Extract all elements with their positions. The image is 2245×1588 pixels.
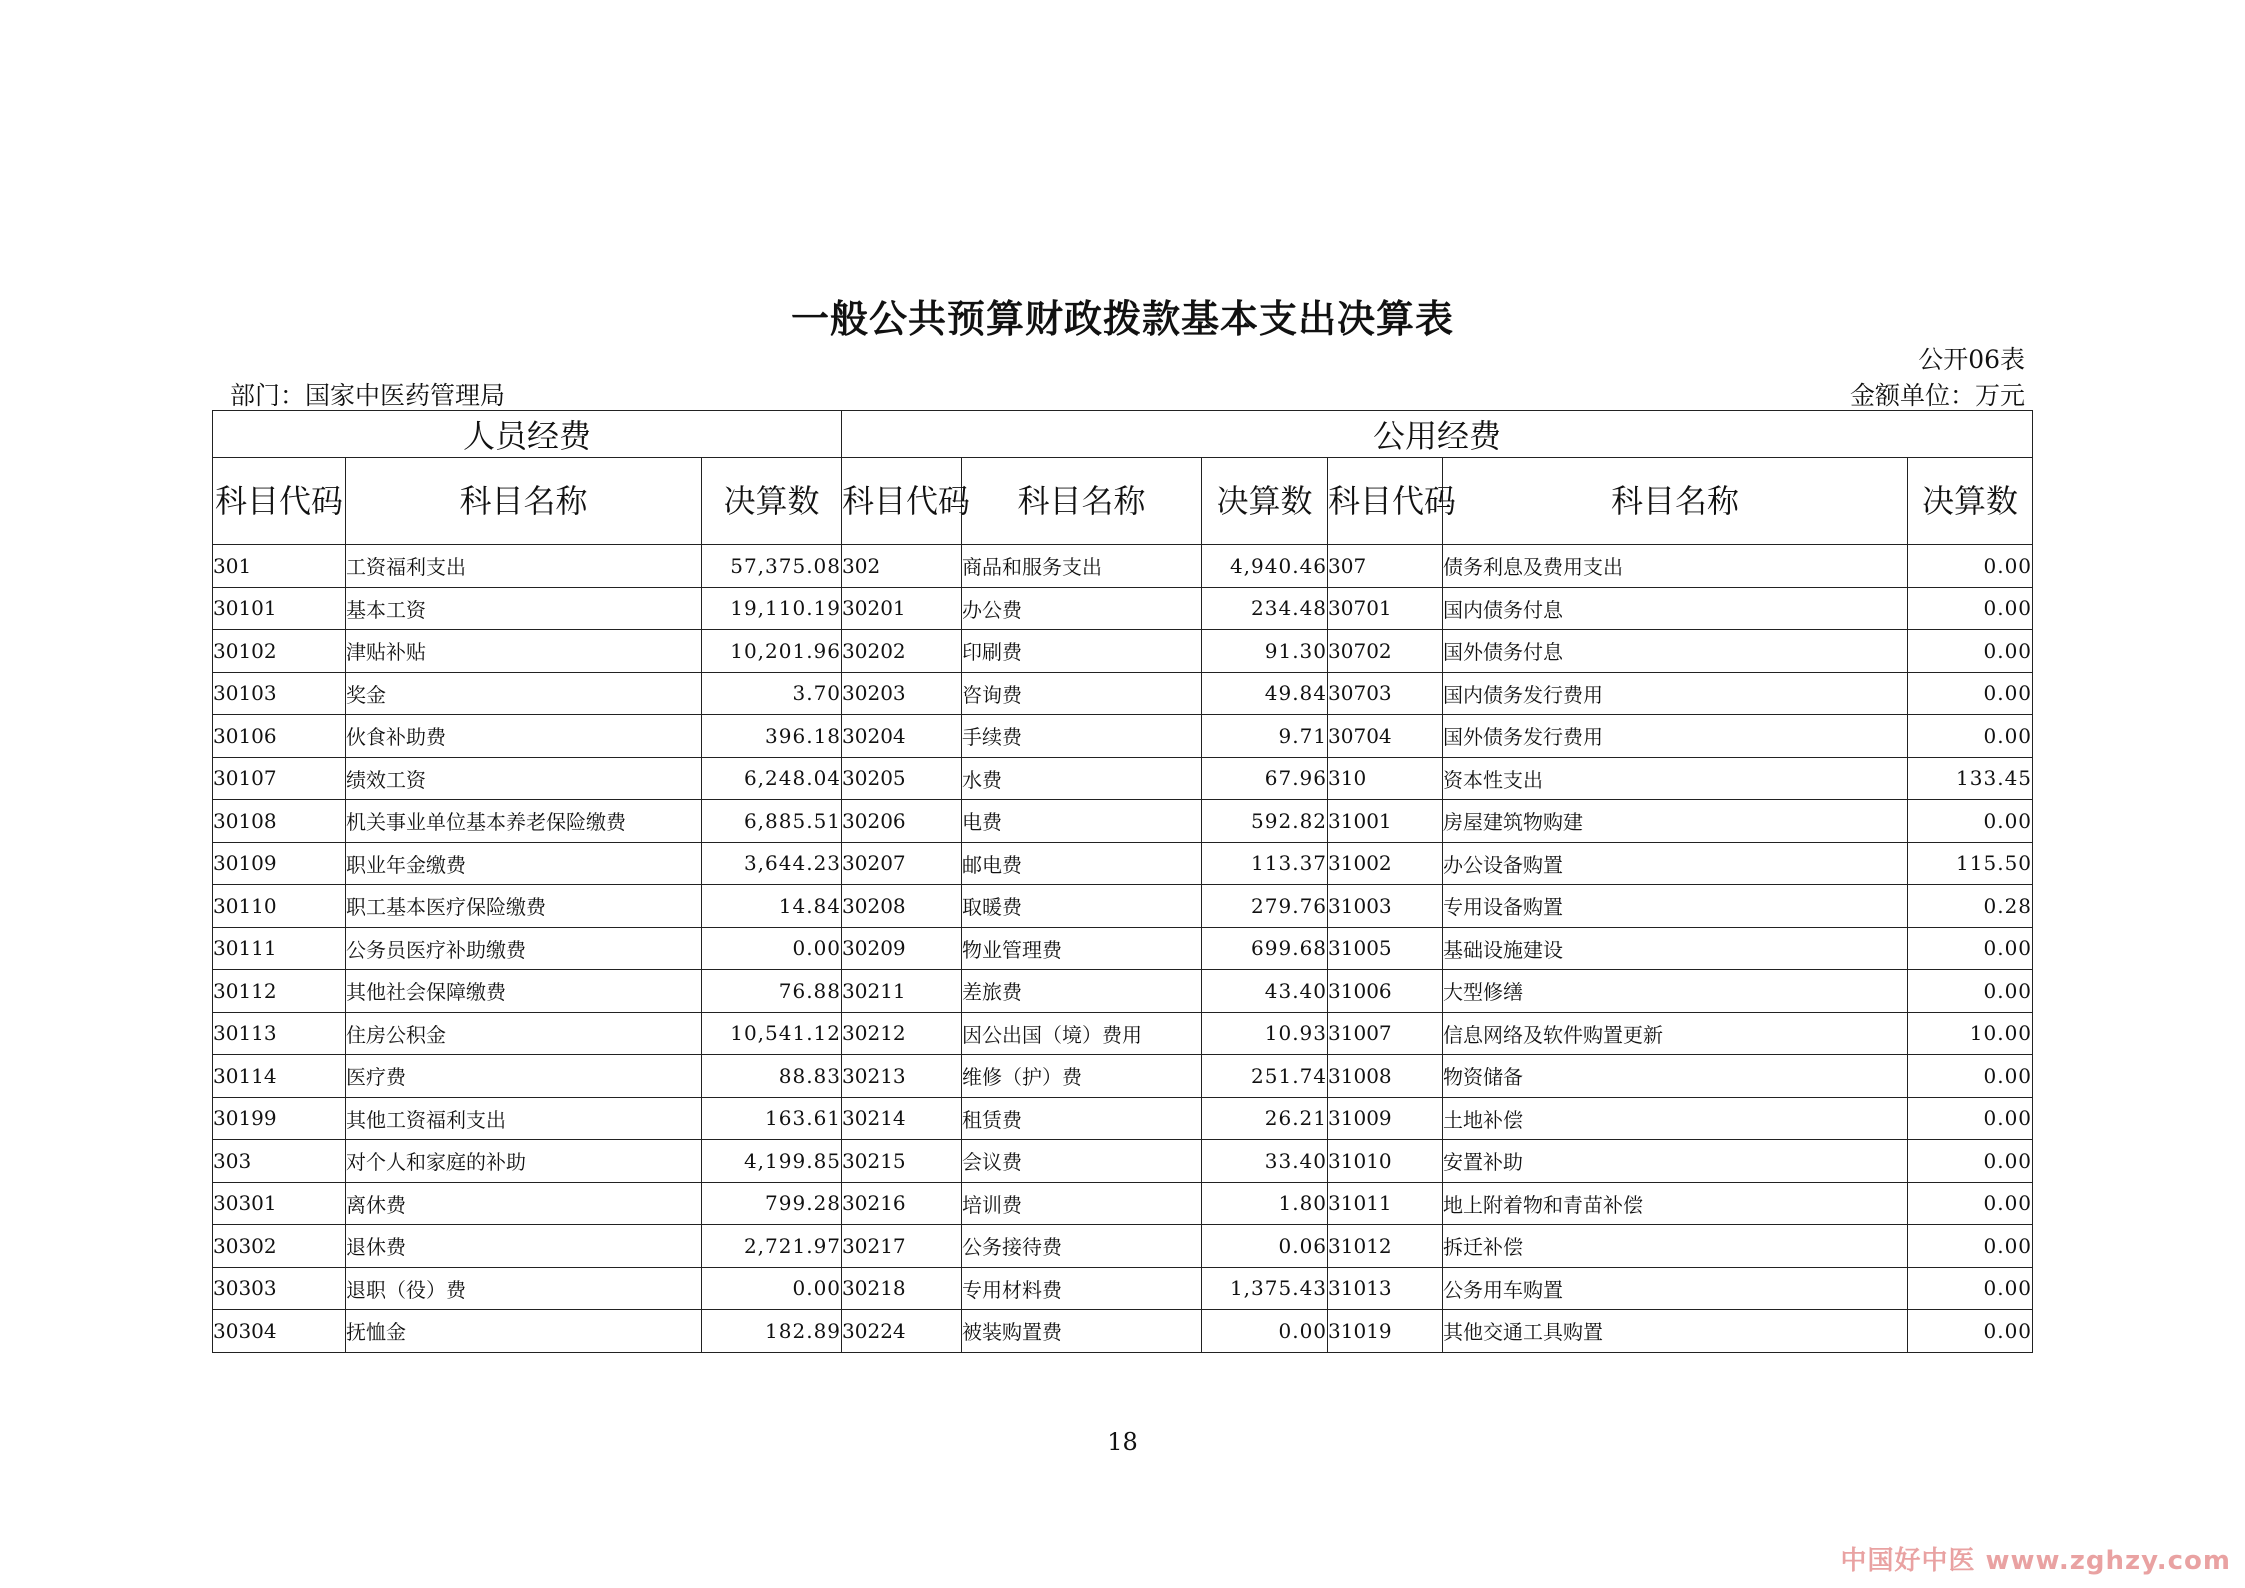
page-title: 一般公共预算财政拨款基本支出决算表	[790, 296, 1454, 341]
cell-code: 30109	[213, 842, 346, 885]
cell-amount: 0.00	[1908, 1140, 2033, 1183]
cell-amount: 0.00	[1908, 630, 2033, 673]
cell-name: 职业年金缴费	[346, 842, 702, 885]
cell-amount: 0.00	[1202, 1310, 1328, 1353]
cell-name: 电费	[962, 800, 1202, 843]
cell-code: 30703	[1328, 672, 1443, 715]
cell-code: 30214	[842, 1097, 962, 1140]
table-row	[213, 842, 2033, 885]
column-header-name: 科目名称	[1443, 458, 1908, 545]
column-header-amount: 决算数	[1908, 458, 2033, 545]
cell-name: 国内债务付息	[1443, 587, 1908, 630]
cell-amount: 0.00	[1908, 970, 2033, 1013]
cell-code: 30302	[213, 1225, 346, 1268]
column-header-amount: 决算数	[702, 458, 842, 545]
cell-name: 办公费	[962, 587, 1202, 630]
expenditure-table	[212, 410, 2033, 1353]
cell-name: 对个人和家庭的补助	[346, 1140, 702, 1183]
cell-code: 30303	[213, 1267, 346, 1310]
cell-amount: 10,541.12	[702, 1012, 842, 1055]
column-header-code: 科目代码	[842, 458, 962, 545]
cell-amount: 33.40	[1202, 1140, 1328, 1183]
cell-name: 安置补助	[1443, 1140, 1908, 1183]
cell-name: 租赁费	[962, 1097, 1202, 1140]
column-header-amount: 决算数	[1202, 458, 1328, 545]
form-id: 公开06表	[1918, 345, 2025, 374]
cell-amount: 279.76	[1202, 885, 1328, 928]
cell-name: 离休费	[346, 1182, 702, 1225]
cell-amount: 43.40	[1202, 970, 1328, 1013]
cell-amount: 0.00	[1908, 545, 2033, 588]
cell-code: 30111	[213, 927, 346, 970]
cell-code: 302	[842, 545, 962, 588]
cell-code: 31003	[1328, 885, 1443, 928]
cell-code: 30211	[842, 970, 962, 1013]
cell-code: 31011	[1328, 1182, 1443, 1225]
cell-name: 咨询费	[962, 672, 1202, 715]
cell-code: 303	[213, 1140, 346, 1183]
cell-amount: 182.89	[702, 1310, 842, 1353]
cell-name: 维修（护）费	[962, 1055, 1202, 1098]
cell-amount: 14.84	[702, 885, 842, 928]
cell-name: 基本工资	[346, 587, 702, 630]
cell-amount: 19,110.19	[702, 587, 842, 630]
cell-name: 伙食补助费	[346, 715, 702, 758]
cell-code: 31006	[1328, 970, 1443, 1013]
cell-code: 30102	[213, 630, 346, 673]
cell-code: 30212	[842, 1012, 962, 1055]
cell-name: 其他工资福利支出	[346, 1097, 702, 1140]
cell-amount: 10.93	[1202, 1012, 1328, 1055]
cell-code: 30304	[213, 1310, 346, 1353]
cell-code: 30704	[1328, 715, 1443, 758]
cell-code: 30107	[213, 757, 346, 800]
cell-name: 国内债务发行费用	[1443, 672, 1908, 715]
cell-name: 商品和服务支出	[962, 545, 1202, 588]
cell-name: 因公出国（境）费用	[962, 1012, 1202, 1055]
cell-code: 31010	[1328, 1140, 1443, 1183]
cell-code: 30208	[842, 885, 962, 928]
cell-name: 国外债务发行费用	[1443, 715, 1908, 758]
table-row	[213, 1182, 2033, 1225]
table-row	[213, 1310, 2033, 1353]
cell-name: 绩效工资	[346, 757, 702, 800]
table-row	[213, 672, 2033, 715]
cell-amount: 57,375.08	[702, 545, 842, 588]
cell-name: 国外债务付息	[1443, 630, 1908, 673]
cell-amount: 4,940.46	[1202, 545, 1328, 588]
cell-code: 31008	[1328, 1055, 1443, 1098]
column-header-name: 科目名称	[346, 458, 702, 545]
cell-amount: 0.00	[1908, 1310, 2033, 1353]
table-row	[213, 927, 2033, 970]
cell-amount: 0.00	[1908, 1182, 2033, 1225]
cell-code: 30206	[842, 800, 962, 843]
cell-amount: 0.00	[1908, 1225, 2033, 1268]
cell-name: 邮电费	[962, 842, 1202, 885]
cell-name: 物业管理费	[962, 927, 1202, 970]
cell-name: 职工基本医疗保险缴费	[346, 885, 702, 928]
cell-name: 其他社会保障缴费	[346, 970, 702, 1013]
cell-name: 资本性支出	[1443, 757, 1908, 800]
cell-amount: 396.18	[702, 715, 842, 758]
cell-code: 30217	[842, 1225, 962, 1268]
column-header-code: 科目代码	[1328, 458, 1443, 545]
cell-amount: 2,721.97	[702, 1225, 842, 1268]
cell-code: 30702	[1328, 630, 1443, 673]
cell-code: 30205	[842, 757, 962, 800]
cell-code: 31019	[1328, 1310, 1443, 1353]
cell-amount: 133.45	[1908, 757, 2033, 800]
unit-label: 金额单位：万元	[1849, 381, 2025, 410]
group-header-personnel: 人员经费	[213, 411, 842, 458]
table-row	[213, 970, 2033, 1013]
cell-amount: 0.00	[1908, 1055, 2033, 1098]
cell-name: 公务员医疗补助缴费	[346, 927, 702, 970]
cell-amount: 0.00	[1908, 587, 2033, 630]
cell-amount: 26.21	[1202, 1097, 1328, 1140]
cell-code: 30199	[213, 1097, 346, 1140]
cell-amount: 0.00	[1908, 927, 2033, 970]
cell-name: 拆迁补偿	[1443, 1225, 1908, 1268]
cell-amount: 4,199.85	[702, 1140, 842, 1183]
cell-amount: 9.71	[1202, 715, 1328, 758]
table-row	[213, 630, 2033, 673]
cell-name: 工资福利支出	[346, 545, 702, 588]
table-row	[213, 715, 2033, 758]
cell-amount: 0.00	[702, 927, 842, 970]
cell-code: 30224	[842, 1310, 962, 1353]
cell-amount: 76.88	[702, 970, 842, 1013]
cell-code: 31012	[1328, 1225, 1443, 1268]
cell-code: 30216	[842, 1182, 962, 1225]
table-row	[213, 1055, 2033, 1098]
cell-amount: 88.83	[702, 1055, 842, 1098]
cell-amount: 0.00	[702, 1267, 842, 1310]
cell-amount: 91.30	[1202, 630, 1328, 673]
table-row	[213, 1267, 2033, 1310]
cell-amount: 6,885.51	[702, 800, 842, 843]
cell-name: 抚恤金	[346, 1310, 702, 1353]
cell-code: 31001	[1328, 800, 1443, 843]
cell-code: 30112	[213, 970, 346, 1013]
page-number: 18	[1107, 1428, 1138, 1456]
group-header-public: 公用经费	[842, 411, 2033, 458]
cell-name: 被装购置费	[962, 1310, 1202, 1353]
cell-amount: 115.50	[1908, 842, 2033, 885]
cell-name: 住房公积金	[346, 1012, 702, 1055]
cell-code: 30204	[842, 715, 962, 758]
cell-name: 奖金	[346, 672, 702, 715]
cell-code: 30101	[213, 587, 346, 630]
table-row	[213, 885, 2033, 928]
cell-amount: 251.74	[1202, 1055, 1328, 1098]
cell-code: 30113	[213, 1012, 346, 1055]
cell-amount: 0.00	[1908, 672, 2033, 715]
table-row	[213, 1140, 2033, 1183]
cell-code: 30201	[842, 587, 962, 630]
watermark: 中国好中医 www.zghzy.com	[1840, 1546, 2231, 1576]
table-row	[213, 545, 2033, 588]
cell-name: 退休费	[346, 1225, 702, 1268]
cell-code: 30203	[842, 672, 962, 715]
cell-name: 取暖费	[962, 885, 1202, 928]
cell-amount: 0.00	[1908, 1097, 2033, 1140]
cell-code: 31005	[1328, 927, 1443, 970]
cell-amount: 0.06	[1202, 1225, 1328, 1268]
cell-code: 30202	[842, 630, 962, 673]
cell-name: 债务利息及费用支出	[1443, 545, 1908, 588]
department-label: 部门：国家中医药管理局	[230, 381, 506, 410]
table-row	[213, 1012, 2033, 1055]
cell-code: 301	[213, 545, 346, 588]
cell-code: 30301	[213, 1182, 346, 1225]
cell-code: 30213	[842, 1055, 962, 1098]
cell-code: 310	[1328, 757, 1443, 800]
cell-code: 30110	[213, 885, 346, 928]
cell-code: 30218	[842, 1267, 962, 1310]
cell-name: 办公设备购置	[1443, 842, 1908, 885]
cell-name: 房屋建筑物购建	[1443, 800, 1908, 843]
cell-amount: 799.28	[702, 1182, 842, 1225]
cell-name: 会议费	[962, 1140, 1202, 1183]
cell-code: 31007	[1328, 1012, 1443, 1055]
cell-amount: 3,644.23	[702, 842, 842, 885]
cell-amount: 1,375.43	[1202, 1267, 1328, 1310]
cell-name: 培训费	[962, 1182, 1202, 1225]
cell-code: 307	[1328, 545, 1443, 588]
cell-name: 差旅费	[962, 970, 1202, 1013]
table-row	[213, 1225, 2033, 1268]
table-row	[213, 1097, 2033, 1140]
cell-name: 机关事业单位基本养老保险缴费	[346, 800, 702, 843]
cell-code: 30108	[213, 800, 346, 843]
table-row	[213, 587, 2033, 630]
cell-name: 医疗费	[346, 1055, 702, 1098]
cell-code: 30215	[842, 1140, 962, 1183]
cell-amount: 234.48	[1202, 587, 1328, 630]
cell-code: 31013	[1328, 1267, 1443, 1310]
cell-name: 专用设备购置	[1443, 885, 1908, 928]
cell-code: 30209	[842, 927, 962, 970]
cell-amount: 49.84	[1202, 672, 1328, 715]
cell-code: 30114	[213, 1055, 346, 1098]
cell-name: 公务用车购置	[1443, 1267, 1908, 1310]
cell-amount: 3.70	[702, 672, 842, 715]
cell-code: 31009	[1328, 1097, 1443, 1140]
cell-amount: 0.28	[1908, 885, 2033, 928]
cell-amount: 10,201.96	[702, 630, 842, 673]
cell-amount: 113.37	[1202, 842, 1328, 885]
cell-amount: 592.82	[1202, 800, 1328, 843]
cell-amount: 10.00	[1908, 1012, 2033, 1055]
cell-amount: 0.00	[1908, 715, 2033, 758]
cell-name: 手续费	[962, 715, 1202, 758]
cell-code: 30701	[1328, 587, 1443, 630]
cell-name: 津贴补贴	[346, 630, 702, 673]
cell-amount: 0.00	[1908, 1267, 2033, 1310]
cell-name: 退职（役）费	[346, 1267, 702, 1310]
cell-name: 印刷费	[962, 630, 1202, 673]
table-row	[213, 757, 2033, 800]
cell-code: 30103	[213, 672, 346, 715]
cell-amount: 6,248.04	[702, 757, 842, 800]
cell-name: 物资储备	[1443, 1055, 1908, 1098]
cell-name: 基础设施建设	[1443, 927, 1908, 970]
cell-name: 水费	[962, 757, 1202, 800]
cell-amount: 699.68	[1202, 927, 1328, 970]
cell-code: 30106	[213, 715, 346, 758]
cell-name: 其他交通工具购置	[1443, 1310, 1908, 1353]
cell-code: 30207	[842, 842, 962, 885]
cell-name: 公务接待费	[962, 1225, 1202, 1268]
cell-name: 地上附着物和青苗补偿	[1443, 1182, 1908, 1225]
cell-name: 专用材料费	[962, 1267, 1202, 1310]
cell-amount: 1.80	[1202, 1182, 1328, 1225]
table-row	[213, 800, 2033, 843]
cell-amount: 0.00	[1908, 800, 2033, 843]
cell-name: 大型修缮	[1443, 970, 1908, 1013]
cell-amount: 163.61	[702, 1097, 842, 1140]
column-header-name: 科目名称	[962, 458, 1202, 545]
column-header-code: 科目代码	[213, 458, 346, 545]
cell-amount: 67.96	[1202, 757, 1328, 800]
cell-name: 土地补偿	[1443, 1097, 1908, 1140]
cell-code: 31002	[1328, 842, 1443, 885]
cell-name: 信息网络及软件购置更新	[1443, 1012, 1908, 1055]
